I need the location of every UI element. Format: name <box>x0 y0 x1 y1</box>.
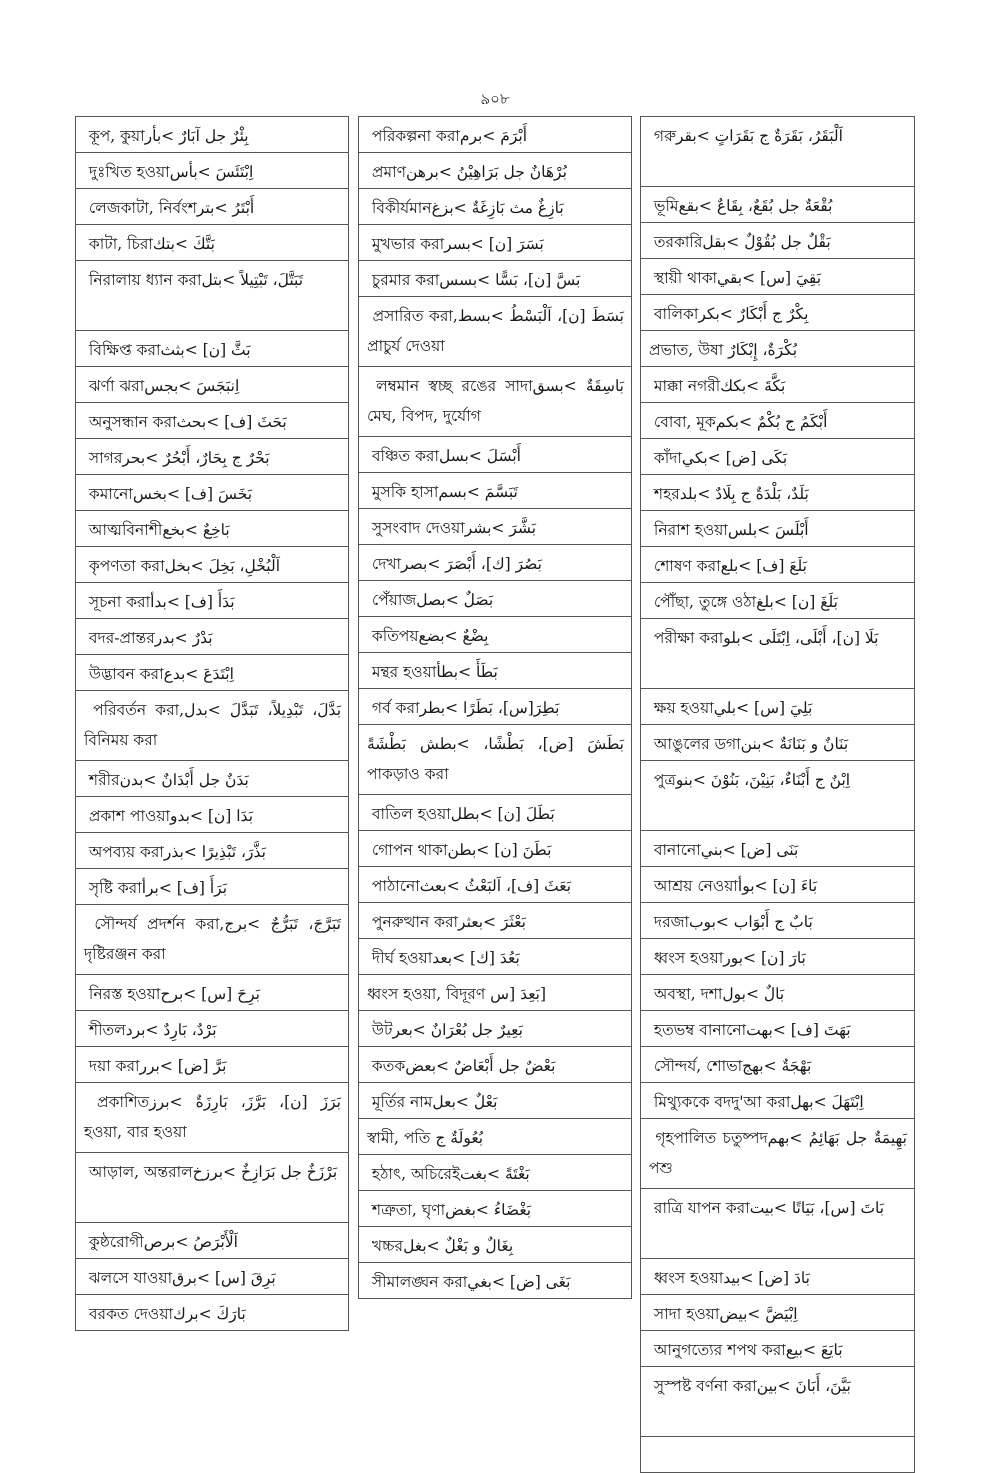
entry-text: بَرِقَ [س] ‎>برق‎ ঝলসে যাওয়া <box>88 1269 276 1287</box>
dictionary-entry <box>359 367 631 437</box>
entry-text: بَهْجَةٌ ‎>بهج‎ সৌন্দর্য, শোভা <box>653 1057 812 1075</box>
dictionary-entry <box>641 511 914 547</box>
entry-text: بَنَانٌ و بَنَانَةٌ ‎>بنن‎ আঙুলের ডগা <box>653 735 849 753</box>
dictionary-entry <box>359 795 631 831</box>
dictionary-column-1 <box>75 116 349 1331</box>
dictionary-entry <box>359 617 631 653</box>
entry-text: بَقِيَ [س] ‎>بقي‎ স্থায়ী থাকা <box>653 269 822 287</box>
dictionary-entry <box>641 903 914 939</box>
entry-text: بَرْدٌ، بَارِدٌ ‎>برد‎ শীতল <box>88 1021 217 1039</box>
dictionary-entry <box>359 867 631 903</box>
entry-text: بِكْرٌ ج أَبْكَارٌ ‎>بكر‎ বালিকা <box>653 305 809 323</box>
entry-text: بَازِغٌ مث بَازِغَةٌ ‎>بزغ‎ বিকীর্যমান <box>371 199 564 217</box>
entry-text: اِنبَجَسَ ‎>بجس‎ ঝর্ণা ঝরা <box>88 377 240 395</box>
dictionary-entry <box>359 581 631 617</box>
dictionary-entry <box>76 511 348 547</box>
dictionary-entry <box>76 869 348 905</box>
entry-text: بَلَا [ن]، أَبْلَى، اِبْتَلَى ‎>بلو‎ পরীক্ষা করা <box>653 629 879 647</box>
entry-text: بَالٌ ‎>بول‎ অবস্থা, দশা <box>653 985 785 1003</box>
dictionary-entry <box>76 439 348 475</box>
entry-text: بَعْثَرَ ‎>بعثر‎ পুনরুত্থান করা <box>371 913 526 931</box>
dictionary-entry <box>76 691 348 761</box>
entry-text: اَلْأَبْرَصُ ‎>برص‎ কুষ্ঠরোগী <box>88 1233 238 1251</box>
entry-text: اِبْنٌ ج أَبْنَاءٌ، بَنِيْنَ، بَنُوْنَ ‎>بنو‎ পুত্র <box>653 771 851 789</box>
dictionary-entry <box>76 1223 348 1259</box>
dictionary-entry <box>359 1263 631 1299</box>
entry-text: بِئْرٌ جل آبَارٌ ‎>بأر‎ কূপ, কুয়া <box>88 127 249 145</box>
entry-text: بَارَكَ ‎>برك‎ বরকত দেওয়া <box>88 1305 246 1323</box>
dictionary-entry <box>76 619 348 655</box>
dictionary-entry <box>359 153 631 189</box>
entry-text: بَاءَ [ن] ‎>بوأ‎ আশ্রয় নেওয়া <box>653 877 818 895</box>
entry-text: بَرْزَخٌ جل بَرَازِخٌ ‎>برزخ‎ আড়াল, অন্তরাল <box>88 1163 338 1181</box>
dictionary-entry <box>641 1047 914 1083</box>
entry-text: بَكَى [ض] ‎>بكي‎ কাঁদা <box>653 449 788 467</box>
dictionary-entry <box>641 975 914 1011</box>
dictionary-entry <box>641 295 914 331</box>
entry-text: اِبْتَئَسَ ‎>بأس‎ দুঃখিত হওয়া <box>88 163 254 181</box>
entry-text: تَبَرَّجَ، تَبَرُّجٌ ‎>برج‎ সৌন্দর্য প্রদর্শন করা, দৃষ্টিরঞ্জন করা <box>84 915 341 963</box>
entry-text: بَطَلَ [ن] ‎>بطل‎ বাতিল হওয়া <box>371 805 555 823</box>
dictionary-entry <box>359 903 631 939</box>
entry-text: بَتَّكَ ‎>بتك‎ কাটা, চিরা <box>88 235 215 253</box>
dictionary-entry <box>76 655 348 691</box>
entry-text: أَبْرَمَ ‎>برم‎ পরিকল্পনা করা <box>371 127 528 145</box>
entry-text: بَطَشَ [ض]، بَطْشًا، ‎>بطش بَطْشَةً‎ পাকড়াও করা <box>367 735 624 783</box>
dictionary-entry <box>359 1119 631 1155</box>
dictionary-entry <box>641 1331 914 1367</box>
entry-text: بَعْضٌ جل أَبْعَاضٌ ‎>بعض‎ কতক <box>371 1057 556 1075</box>
entry-text: بَعَثَ [ف]، اَلبَعْثُ ‎>بعث‎ পাঠানো <box>371 877 572 895</box>
entry-text: بَهَتَ [ف] ‎>بهت‎ হতভম্ব বানানো <box>653 1021 851 1039</box>
entry-text: بَنَى [ض] ‎>بني‎ বানানো <box>653 841 799 859</box>
dictionary-entry <box>76 367 348 403</box>
dictionary-entry <box>641 1011 914 1047</box>
dictionary-entry <box>359 1191 631 1227</box>
entry-text: بَدَا [ن] ‎>بدو‎ প্রকাশ পাওয়া <box>88 807 254 825</box>
dictionary-entry <box>359 261 631 297</box>
dictionary-entry <box>76 261 348 331</box>
dictionary-entry <box>641 367 914 403</box>
entry-text: بَصَلٌ ‎>بصل‎ পেঁয়াজ <box>371 591 494 609</box>
entry-text: بَاسِقَةٌ ‎>بسق‎ লম্বমান স্বচ্ছ রঙের সাদা মেঘ, বিপদ, দুর্যোগ <box>367 377 624 425</box>
dictionary-entry <box>641 403 914 439</box>
entry-text: بِضْعٌ ‎>بضع‎ কতিপয় <box>371 627 489 645</box>
dictionary-entry <box>641 547 914 583</box>
dictionary-entry <box>641 1295 914 1331</box>
dictionary-entry <box>641 1119 914 1189</box>
entry-text: بَكَّةَ ‎>بكك‎ মাক্কা নগরী <box>653 377 786 395</box>
entry-text: بَسَّ [ن]، بَسًّا ‎>بسس‎ চুরমার করা <box>371 271 581 289</box>
entry-text: اِبْيَضَّ ‎>بيض‎ সাদা হওয়া <box>653 1305 798 1323</box>
entry-text: بَخَسَ [ف] ‎>بخس‎ কমানো <box>88 485 253 503</box>
entry-text: اِبْتَدَعَ ‎>بدع‎ উদ্ভাবন করা <box>88 665 234 683</box>
dictionary-entry <box>641 259 914 295</box>
dictionary-entry <box>76 1259 348 1295</box>
entry-text: بَذَّرَ، تَبْذِيرًا ‎>بذر‎ অপব্যয় করা <box>88 843 266 861</box>
dictionary-entry <box>76 583 348 619</box>
dictionary-entry <box>76 905 348 975</box>
dictionary-entry <box>641 761 914 831</box>
entry-text: اَلْبُخْلِ، بَخِلَ ‎>بخل‎ কৃপণতা করা <box>88 557 281 575</box>
dictionary-entry <box>359 437 631 473</box>
dictionary-entry <box>76 547 348 583</box>
page-number: ৯০৮ <box>480 90 510 108</box>
dictionary-entry <box>76 331 348 367</box>
entry-text: بَارَ [ن] ‎>بور‎ ধ্বংস হওয়া <box>653 949 806 967</box>
entry-text: بَحْرٌ ج بِحَارٌ، أَبْحُرٌ ‎>بحر‎ সাগর <box>88 449 270 467</box>
entry-text: بَاتَ [س]، بَيَاتًا ‎>بيت‎ রাত্রি যাপন করা <box>653 1199 885 1217</box>
entry-text: بَرَأَ [ف] ‎>برأ‎ সৃষ্টি করা <box>88 879 228 897</box>
dictionary-entry <box>641 619 914 689</box>
entry-text: بَلِيَ [س] ‎>بلي‎ ক্ষয় হওয়া <box>653 699 813 717</box>
dictionary-entry <box>359 653 631 689</box>
dictionary-entry <box>359 189 631 225</box>
dictionary-entry <box>359 1047 631 1083</box>
entry-text: بَدْرٌ ‎>بدر‎ বদর-প্রান্তর <box>88 629 213 647</box>
entry-text: بَيَّنَ، أَبَانَ ‎>بين‎ সুস্পষ্ট বর্ণনা করা <box>653 1377 851 1395</box>
dictionary-entry <box>641 1083 914 1119</box>
entry-text: بَعْلٌ ‎>بعل‎ মূর্তির নাম <box>371 1093 498 1111</box>
entry-text: بَطِرَ[س]، بَطَرًا ‎>بطر‎ গর্ব করা <box>371 699 560 717</box>
dictionary-entry <box>359 1227 631 1263</box>
entry-text: بَغْضَاءُ ‎>بغض‎ শত্রুতা, ঘৃণা <box>371 1201 532 1219</box>
entry-text: بَرِحَ [س] ‎>برح‎ নিরস্ত হওয়া <box>88 985 260 1003</box>
dictionary-entry <box>359 831 631 867</box>
entry-text: بُرْهَانٌ جل بَرَاهِيْنُ ‎>برهن‎ প্রমাণ <box>371 163 567 181</box>
entry-text: بَدَأَ [ف] ‎>بدأ‎ সূচনা করা <box>88 593 235 611</box>
dictionary-entry <box>359 297 631 367</box>
entry-text: بَرَّ [ض] ‎>برر‎ দয়া করা <box>88 1057 227 1075</box>
dictionary-entry <box>641 1189 914 1259</box>
entry-text: بَلَعَ [ف] ‎>بلع‎ শোষণ করা <box>653 557 807 575</box>
entry-text: بَسَرَ [ن] ‎>بسر‎ মুখভার করা <box>371 235 544 253</box>
dictionary-entry <box>76 153 348 189</box>
dictionary-entry <box>76 975 348 1011</box>
entry-text: بِغَالٌ و بَغْلٌ ‎>بغل‎ খচ্চর <box>371 1237 514 1255</box>
entry-text: أَبْسَلَ ‎>بسل‎ বঞ্চিত করা <box>371 447 521 465</box>
entry-text: بُعُولَةٌ ج স্বামী, পতি <box>367 1129 484 1147</box>
dictionary-entry <box>641 439 914 475</box>
entry-text: بَثَّ [ن] ‎>بثث‎ বিক্ষিপ্ত করা <box>88 341 251 359</box>
dictionary-entry <box>76 475 348 511</box>
dictionary-entry <box>641 117 914 187</box>
dictionary-entry <box>76 225 348 261</box>
dictionary-entry <box>76 833 348 869</box>
dictionary-entry <box>641 187 914 223</box>
entry-text: بَلَغَ [ن] ‎>بلغ‎ পৌঁছা, তুঙ্গে ওঠা <box>653 593 838 611</box>
dictionary-entry <box>359 939 631 975</box>
dictionary-entry <box>76 1011 348 1047</box>
entry-text: بَغَى [ض] ‎>بغي‎ সীমালঙ্ঘন করা <box>371 1273 571 1291</box>
dictionary-entry <box>359 1011 631 1047</box>
dictionary-entry <box>76 761 348 797</box>
entry-text: بَسَطَ [ن]، اَلْبَسْطُ ‎>بسط‎ প্রসারিত করা, প্রাচুর্য দেওয়া <box>367 307 624 355</box>
dictionary-entry <box>641 223 914 259</box>
entry-text: اَلْبَقَرُ، بَقَرَةٌ ج بَقَرَاتٍ ‎>بقر‎ গরু <box>653 127 843 145</box>
dictionary-entry <box>76 1083 348 1153</box>
dictionary-entry <box>359 975 631 1011</box>
dictionary-entry <box>641 1437 914 1473</box>
dictionary-column-3 <box>640 116 915 1473</box>
entry-text: بَايَعَ ‎>بيع‎ আনুগত্যের শপথ করা <box>653 1341 843 1359</box>
dictionary-entry <box>359 725 631 795</box>
dictionary-entry <box>76 403 348 439</box>
entry-text: بَصُرَ [ك]، أَبْصَرَ ‎>بصر‎ দেখা <box>371 555 542 573</box>
entry-text: تَبَسَّمَ ‎>بسم‎ মুসকি হাসা <box>371 483 518 501</box>
entry-text: بَابٌ ج أَبْوَاب ‎>بوب‎ দরজা <box>653 913 813 931</box>
entry-text: [بَعِدَ [س ধ্বংস হওয়া, বিদূরণ <box>367 985 547 1003</box>
dictionary-entry <box>359 689 631 725</box>
entry-text: أَبْكَمُ ج بُكْمٌ ‎>بكم‎ বোবা, মূক <box>653 413 828 431</box>
dictionary-entry <box>641 1367 914 1437</box>
dictionary-entry <box>641 725 914 761</box>
dictionary-entry <box>359 509 631 545</box>
dictionary-entry <box>359 473 631 509</box>
dictionary-entry <box>76 1153 348 1223</box>
dictionary-entry <box>641 331 914 367</box>
entry-text: بَادَ [ض] ‎>بيد‎ ধ্বংস হওয়া <box>653 1269 810 1287</box>
dictionary-entry <box>641 867 914 903</box>
entry-text: بَغْتَةً ‎>بغت‎ হঠাৎ, অচিরেই <box>371 1165 530 1183</box>
dictionary-entry <box>641 583 914 619</box>
entry-text: بَعُدَ [ك] ‎>بعد‎ দীর্ঘ হওয়া <box>371 949 520 967</box>
entry-text: بَطَنَ [ن] ‎>بطن‎ গোপন থাকা <box>371 841 552 859</box>
entry-text: بَقْلٌ جل بُقُوْلٌ ‎>بقل‎ তরকারি <box>653 233 831 251</box>
entry-text: بُكْرَةٌ، إِبْكَارٌ প্রভাত, উষা <box>649 341 798 359</box>
dictionary-entry <box>76 797 348 833</box>
entry-text: أَبْلَسَ ‎>بلس‎ নিরাশ হওয়া <box>653 521 809 539</box>
dictionary-entry <box>359 1083 631 1119</box>
entry-text: بَاخِعٌ ‎>بخع‎ আত্মবিনাশী <box>88 521 230 539</box>
dictionary-entry <box>641 831 914 867</box>
dictionary-entry <box>76 117 348 153</box>
entry-text: بَدَنٌ جل أَبْدَانٌ ‎>بدن‎ শরীর <box>88 771 249 789</box>
dictionary-entry <box>359 545 631 581</box>
entry-text: بُقْعَةٌ جل بُقَعٌ، بِقَاعٌ ‎>بقع‎ ভূমি <box>653 197 833 215</box>
entry-text: بَهِيمَةٌ جل بَهَائِمُ ‎>بهم‎ গৃহপালিত চতুষ্পদ পশু <box>649 1129 907 1177</box>
entry-text: بَعِيرٌ جل بُعْرَانٌ ‎>بعر‎ উট <box>371 1021 523 1039</box>
dictionary-entry <box>641 1259 914 1295</box>
entry-text: أَبْتَرُ ‎>بتر‎ লেজকাটা, নির্বংশ <box>88 199 255 217</box>
dictionary-entry <box>359 117 631 153</box>
entry-text: تَبَتَّلَ، تَبْتِيلاً ‎>بتل‎ নিরালায় ধ্যান করা <box>88 271 304 289</box>
entry-text: بَحَثَ [ف] ‎>بحث‎ অনুসন্ধান করা <box>88 413 287 431</box>
entry-text: بَشَّرَ ‎>بشر‎ সুসংবাদ দেওয়া <box>371 519 537 537</box>
entry-text: بَلَدٌ، بَلْدَةٌ ج بِلَادٌ ‎>بلد‎ শহর <box>653 485 809 503</box>
dictionary-entry <box>76 189 348 225</box>
entry-text: بَدَّلَ، تَبْدِيلاً، تَبَدَّلَ ‎>بدل‎ পরিবর্তন করা, বিনিময় করা <box>84 701 342 749</box>
entry-text: بَرَزَ [ن]، بَرَّزَ، بَارِزَةٌ ‎>برز‎ প্রকাশিত হওয়া, বার হওয়া <box>84 1093 341 1141</box>
dictionary-entry <box>359 1155 631 1191</box>
dictionary-entry <box>359 225 631 261</box>
dictionary-column-2 <box>358 116 632 1299</box>
entry-text: اِبْتَهَلَ ‎>بهل‎ মিথ্যুককে বদদু'আ করা <box>653 1093 864 1111</box>
dictionary-entry <box>76 1295 348 1331</box>
dictionary-entry <box>641 939 914 975</box>
dictionary-entry <box>76 1047 348 1083</box>
dictionary-entry <box>641 475 914 511</box>
dictionary-entry <box>641 689 914 725</box>
entry-text: بَطَأَ ‎>بطأ‎ মন্থর হওয়া <box>371 663 498 681</box>
